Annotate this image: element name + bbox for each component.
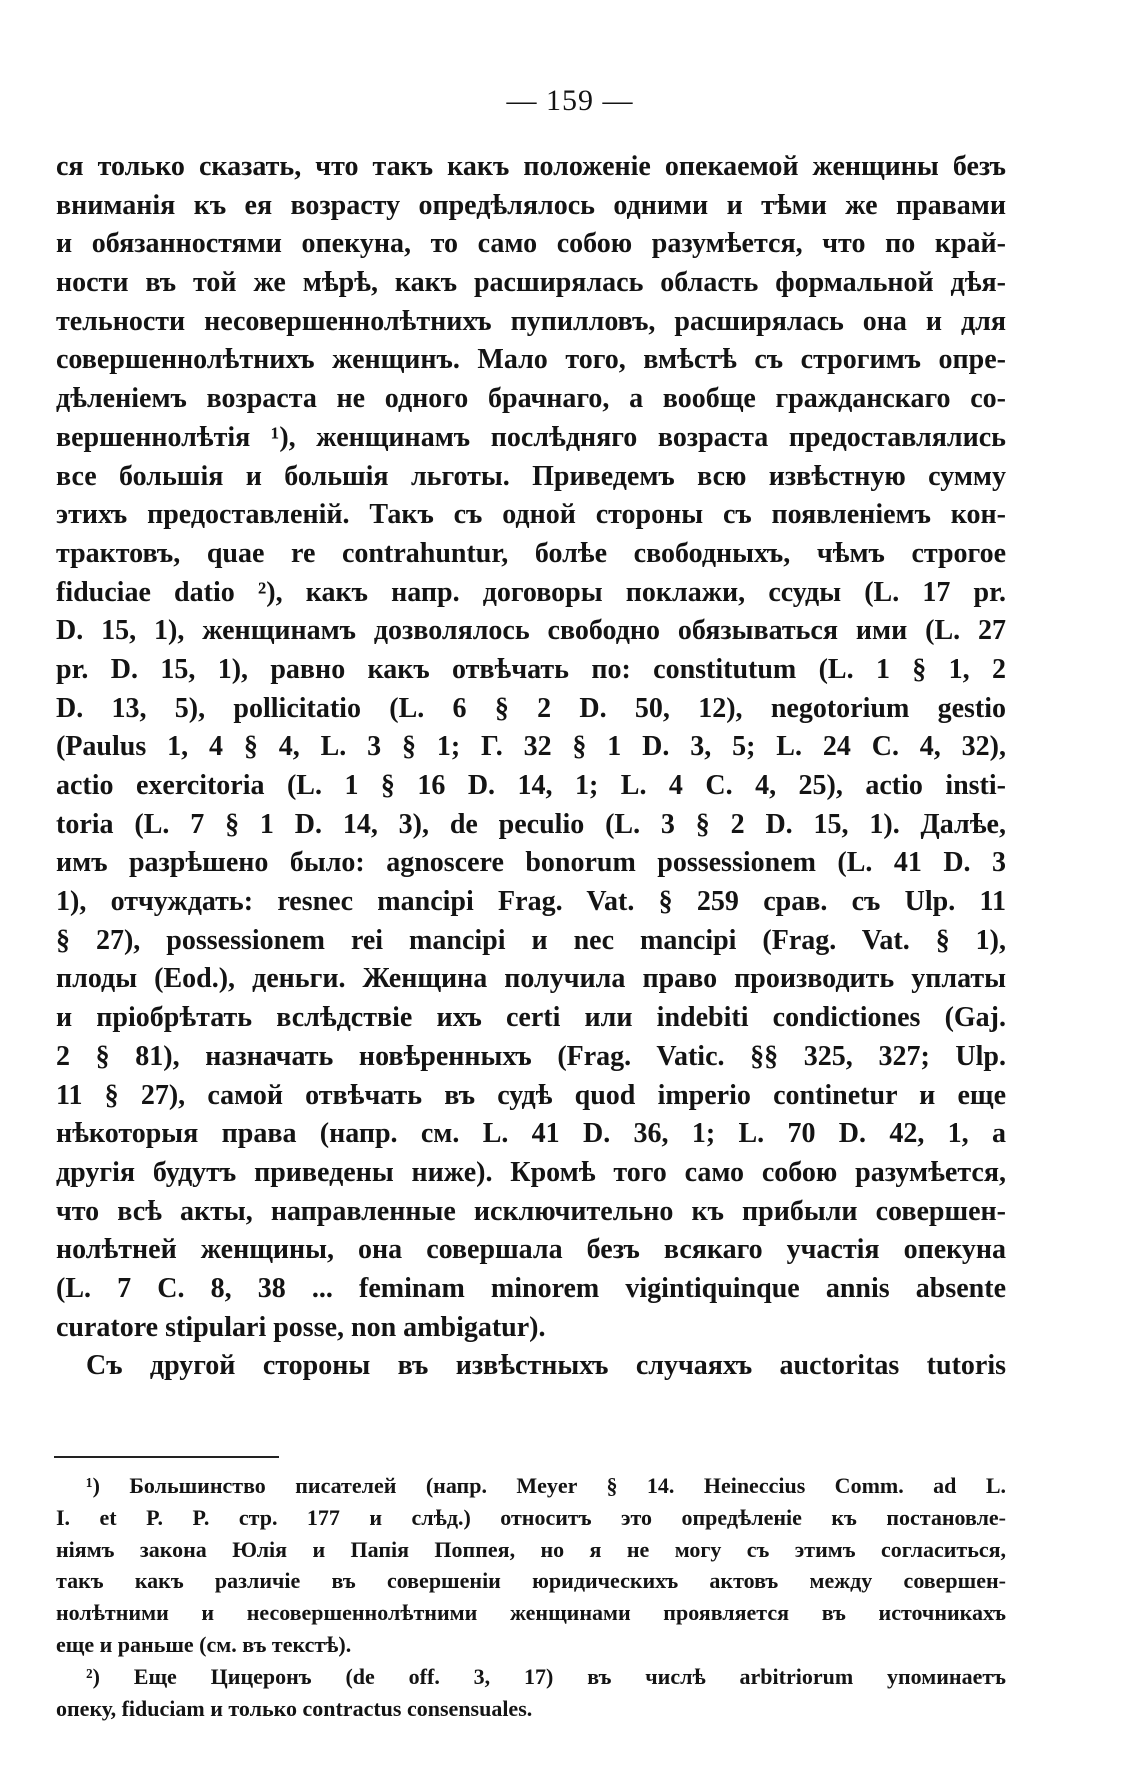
text-line: трактовъ, quae re contrahuntur, болѣе свободныхъ, чѣмъ строгое (56, 537, 1006, 569)
text-line: другія будутъ приведены ниже). Кромѣ того само собою разумѣется, (56, 1156, 1006, 1188)
text-line: тельности несовершеннолѣтнихъ пупилловъ, расширялась она и для (56, 305, 1006, 337)
text-line: pr. D. 15, 1), равно какъ отвѣчать по: constitutum (L. 1 § 1, 2 (56, 653, 1006, 685)
page-number: — 159 — (506, 84, 634, 117)
text-line: D. 15, 1), женщинамъ дозволялось свободно обязываться ими (L. 27 (56, 615, 1006, 647)
footnote-line: ²) Еще Цицеронъ (de off. 3, 17) въ числѣ arbitriorum упоминаетъ (86, 1663, 1006, 1689)
text-line: и обязанностями опекуна, то само собою разумѣется, что по край- (56, 228, 1006, 260)
footnote-line: ніямъ закона Юлія и Папія Поппея, но я не могу съ этимъ согласиться, (56, 1536, 1006, 1562)
text-line: toria (L. 7 § 1 D. 14, 3), de peculio (L. 3 § 2 D. 15, 1). Далѣе, (56, 808, 1006, 840)
main-text (56, 148, 1006, 1386)
footnotes (56, 1470, 1006, 1724)
text-line: вниманія къ ея возрасту опредѣлялось одними и тѣми же правами (56, 189, 1006, 221)
footnote-line: нолѣтними и несовершеннолѣтними женщинами проявляется въ источникахъ (56, 1600, 1006, 1626)
text-line: нолѣтней женщины, она совершала безъ всякаго участія опекуна (56, 1234, 1006, 1266)
text-line: curatore stipulari posse, non ambigatur). (56, 1311, 546, 1343)
text-line: § 27), possessionem rei mancipi и nec mancipi (Frag. Vat. § 1), (56, 924, 1006, 956)
footnote-line: ¹) Большинство писателей (напр. Meyer § 14. Heineccius Comm. ad L. (86, 1473, 1006, 1498)
text-line: вершеннолѣтія ¹), женщинамъ послѣдняго возраста предоставлялись (56, 421, 1006, 453)
text-line: этихъ предоставленій. Такъ съ одной стороны съ появленіемъ кон- (56, 499, 1006, 531)
text-line: нѣкоторыя права (напр. см. L. 41 D. 36, 1; L. 70 D. 42, 1, а (56, 1118, 1006, 1150)
footnote-line: опеку, fiduciam и только contractus consensuales. (56, 1695, 533, 1721)
text-line: (L. 7 C. 8, 38 ... feminam minorem vigintiquinque annis absente (56, 1272, 1006, 1304)
text-line: ся только сказать, что такъ какъ положеніе опекаемой женщины безъ (56, 151, 1006, 182)
footnote-line: еще и раньше (см. въ текстѣ). (56, 1631, 352, 1657)
text-line: fiduciae datio ²), какъ напр. договоры поклажи, ссуды (L. 17 pr. (56, 576, 1006, 608)
text-line: ности въ той же мѣрѣ, какъ расширялась область формальной дѣя- (56, 267, 1006, 299)
text-line: и пріобрѣтать вслѣдствіе ихъ certi или indebiti condictiones (Gaj. (56, 1002, 1006, 1034)
text-line: actio exercitoria (L. 1 § 16 D. 14, 1; L. 4 C. 4, 25), actio insti- (56, 770, 1006, 801)
footnote-divider (54, 1456, 279, 1458)
text-line: плоды (Eod.), деньги. Женщина получила право производить уплаты (56, 963, 1006, 995)
text-line: Съ другой стороны въ извѣстныхъ случаяхъ auctoritas tutoris (86, 1350, 1006, 1382)
text-line: 11 § 27), самой отвѣчать въ судѣ quod imperio continetur и еще (56, 1079, 1007, 1111)
text-line: 2 § 81), назначать новѣренныхъ (Frag. Vatic. §§ 325, 327; Ulp. (56, 1040, 1006, 1072)
text-line: что всѣ акты, направленные исключительно къ прибыли совершен- (56, 1195, 1006, 1227)
text-line: все большія и большія льготы. Приведемъ всю извѣстную сумму (56, 460, 1006, 492)
footnote-line: такъ какъ различіе въ совершеніи юридическихъ актовъ между совершен- (56, 1568, 1006, 1594)
text-line: дѣленіемъ возраста не одного брачнаго, а вообще гражданскаго со- (56, 383, 1006, 415)
footnote-line: I. et P. P. стр. 177 и слѣд.) относитъ это опредѣленіе къ постановле- (56, 1504, 1006, 1530)
text-line: D. 13, 5), pollicitatio (L. 6 § 2 D. 50, 12), negotorium gestio (56, 692, 1006, 724)
text-line: (Paulus 1, 4 § 4, L. 3 § 1; Г. 32 § 1 D. 3, 5; L. 24 C. 4, 32), (56, 731, 1006, 763)
text-line: 1), отчуждать: resnec mancipi Frag. Vat. § 259 срав. съ Ulp. 11 (56, 886, 1006, 918)
text-line: имъ разрѣшено было: agnoscere bonorum possessionem (L. 41 D. 3 (56, 847, 1006, 879)
text-line: совершеннолѣтнихъ женщинъ. Мало того, вмѣстѣ съ строгимъ опре- (56, 344, 1006, 376)
